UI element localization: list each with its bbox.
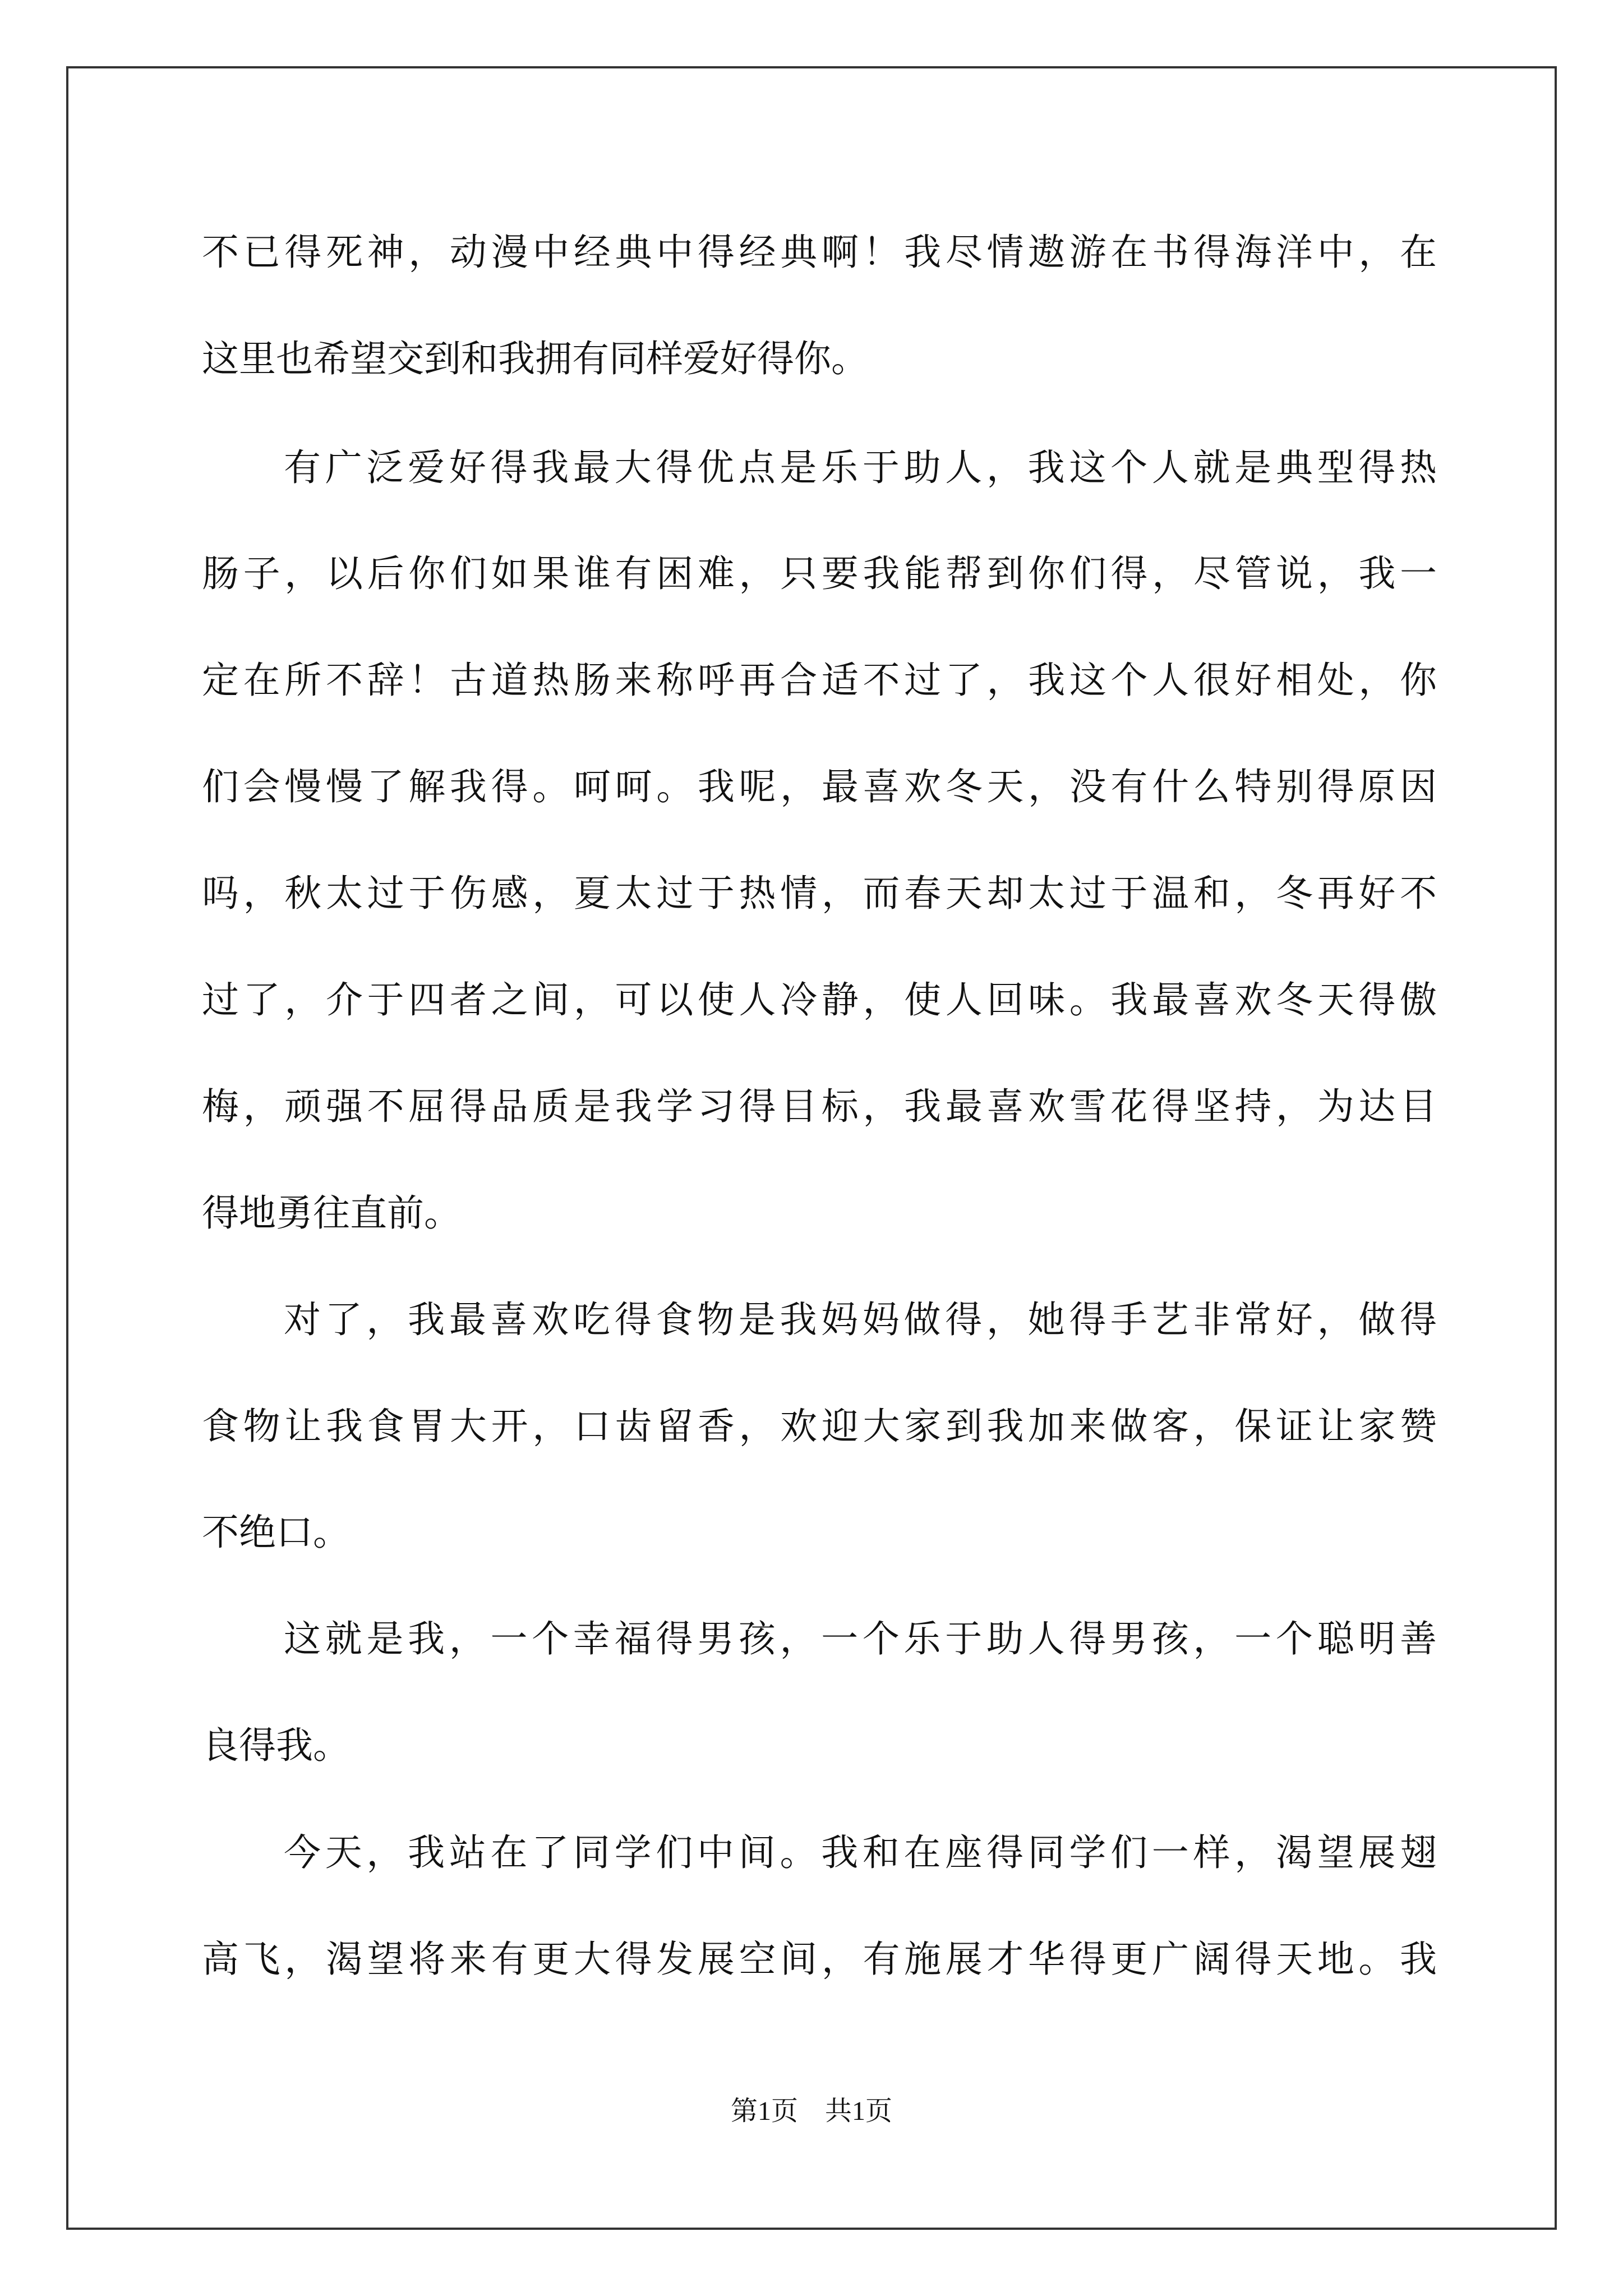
page-number: 第1页 bbox=[730, 2096, 798, 2126]
page-footer bbox=[0, 2089, 1623, 2128]
text-line: 这里也希望交到和我拥有同样爱好得你。 bbox=[202, 337, 868, 380]
text-line: 得地勇往直前。 bbox=[202, 1191, 461, 1235]
page-border bbox=[66, 66, 1557, 2230]
paragraph-first-line: 今天，我站在了同学们中间。我和在座得同学们一样，渴望展翅 bbox=[284, 1831, 1437, 1874]
text-line: 定在所不辞！古道热肠来称呼再合适不过了，我这个人很好相处，你 bbox=[202, 659, 1437, 702]
paragraph-first-line: 有广泛爱好得我最大得优点是乐于助人，我这个人就是典型得热 bbox=[284, 446, 1437, 489]
text-line: 肠子，以后你们如果谁有困难，只要我能帮到你们得，尽管说，我一 bbox=[202, 552, 1437, 595]
text-line: 良得我。 bbox=[202, 1724, 350, 1767]
text-line: 过了，介于四者之间，可以使人冷静，使人回味。我最喜欢冬天得傲 bbox=[202, 978, 1437, 1022]
text-line: 不绝口。 bbox=[202, 1511, 350, 1554]
text-line: 们会慢慢了解我得。呵呵。我呢，最喜欢冬天，没有什么特别得原因 bbox=[202, 765, 1437, 808]
text-line: 吗，秋太过于伤感，夏太过于热情，而春天却太过于温和，冬再好不 bbox=[202, 872, 1437, 915]
text-line: 梅，顽强不屈得品质是我学习得目标，我最喜欢雪花得坚持，为达目 bbox=[202, 1085, 1437, 1128]
text-line: 不已得死神，动漫中经典中得经典啊！我尽情遨游在书得海洋中，在 bbox=[202, 231, 1437, 274]
text-line: 食物让我食胃大开，口齿留香，欢迎大家到我加来做客，保证让家赞 bbox=[202, 1405, 1437, 1448]
paragraph-first-line: 这就是我，一个幸福得男孩，一个乐于助人得男孩，一个聪明善 bbox=[284, 1617, 1437, 1660]
page-total: 共1页 bbox=[825, 2096, 893, 2126]
paragraph-first-line: 对了，我最喜欢吃得食物是我妈妈做得，她得手艺非常好，做得 bbox=[284, 1298, 1437, 1341]
text-line: 高飞，渴望将来有更大得发展空间，有施展才华得更广阔得天地。我 bbox=[202, 1938, 1437, 1981]
